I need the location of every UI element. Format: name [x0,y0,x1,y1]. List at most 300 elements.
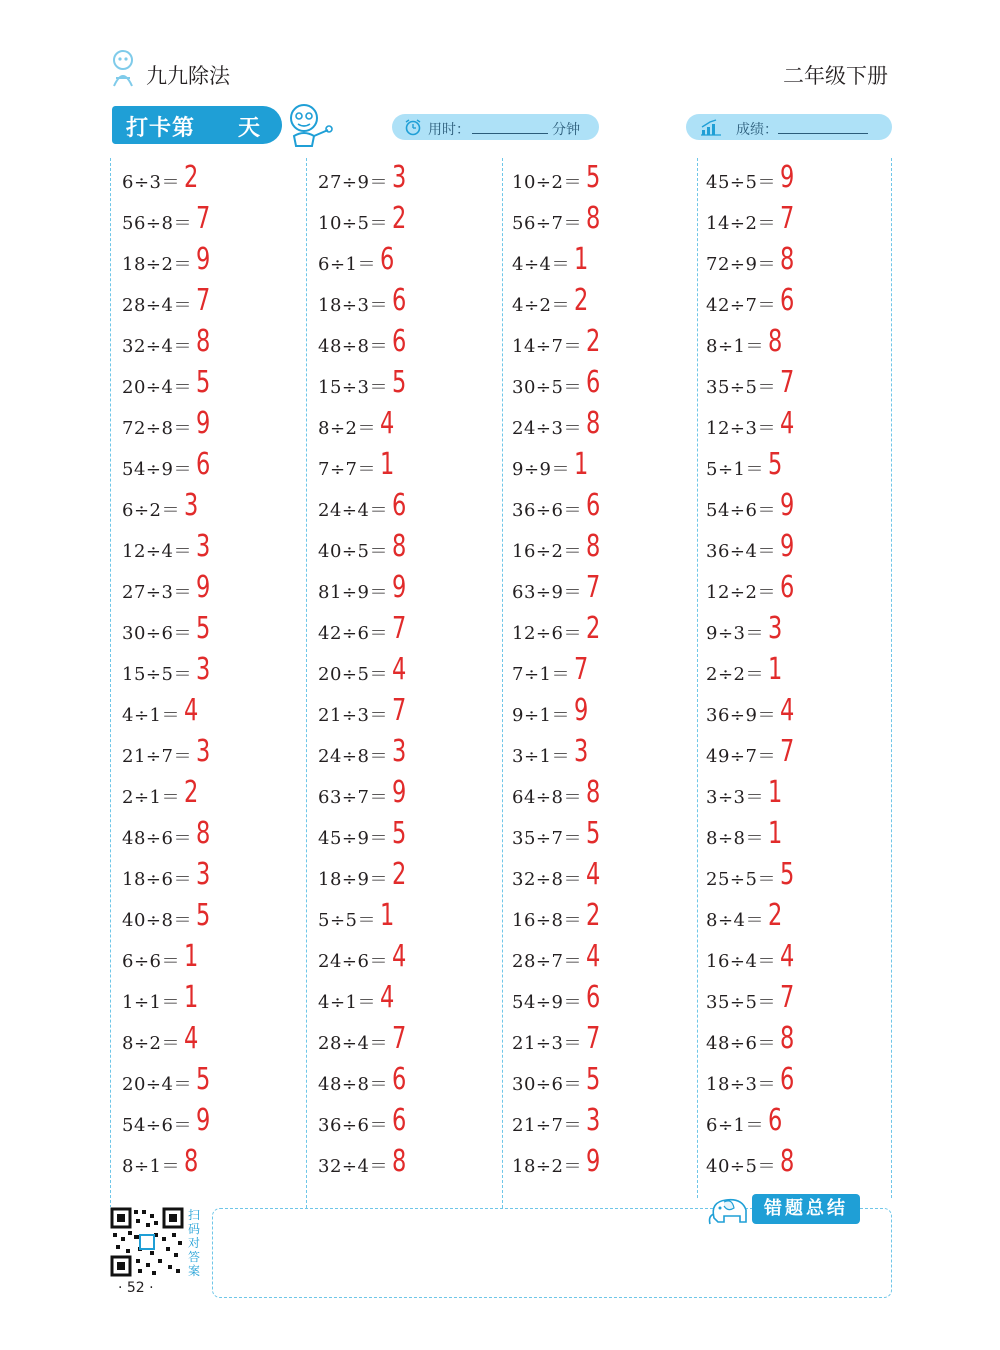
problem-row [508,201,698,242]
handwritten-answer[interactable]: 3 [586,1103,601,1138]
problem-row [314,816,504,857]
handwritten-answer[interactable]: 8 [184,1144,199,1179]
problem-expression: 54÷6＝ [706,500,776,521]
problem-row [118,734,308,775]
problem-row [118,488,308,529]
problem-row [118,980,308,1021]
problem-expression: 8÷8＝ [706,828,764,849]
handwritten-answer[interactable]: 7 [780,980,795,1015]
handwritten-answer[interactable]: 7 [574,652,589,687]
column-divider [110,158,111,1208]
problem-row [118,652,308,693]
problem-expression: 18÷2＝ [122,254,192,275]
problem-expression: 27÷9＝ [318,172,388,193]
problem-row [702,980,892,1021]
handwritten-answer[interactable]: 8 [392,1144,407,1179]
handwritten-answer[interactable]: 7 [392,1021,407,1056]
handwritten-answer[interactable]: 3 [196,857,211,892]
problem-expression: 8÷2＝ [122,1033,180,1054]
problem-expression: 30÷6＝ [512,1074,582,1095]
problem-row [118,1021,308,1062]
problem-expression: 4÷1＝ [122,705,180,726]
handwritten-answer[interactable]: 7 [586,570,601,605]
problem-row [702,898,892,939]
grade-label: 二年级下册 [783,64,888,88]
problem-expression: 20÷5＝ [318,664,388,685]
problem-expression: 56÷8＝ [122,213,192,234]
problem-row [702,242,892,283]
score-label: 成绩： [736,122,778,138]
time-label: 用时： [428,122,470,138]
problem-row [314,857,504,898]
problem-expression: 72÷9＝ [706,254,776,275]
problem-expression: 16÷8＝ [512,910,582,931]
time-blank[interactable] [472,133,548,134]
handwritten-answer[interactable]: 2 [586,898,601,933]
problem-expression: 18÷2＝ [512,1156,582,1177]
handwritten-answer[interactable]: 4 [780,939,795,974]
handwritten-answer[interactable]: 4 [392,652,407,687]
problem-row [314,1103,504,1144]
handwritten-answer[interactable]: 6 [586,980,601,1015]
problem-expression: 28÷4＝ [122,295,192,316]
handwritten-answer[interactable]: 6 [768,1103,783,1138]
problem-row [314,693,504,734]
handwritten-answer[interactable]: 6 [586,365,601,400]
handwritten-answer[interactable]: 3 [574,734,589,769]
score-field [686,114,892,140]
problem-expression: 9÷9＝ [512,459,570,480]
problem-expression: 56÷7＝ [512,213,582,234]
handwritten-answer[interactable]: 6 [392,324,407,359]
problem-expression: 1÷1＝ [122,992,180,1013]
problem-expression: 6÷3＝ [122,172,180,193]
handwritten-answer[interactable]: 6 [380,242,395,277]
problem-expression: 4÷1＝ [318,992,376,1013]
checkin-day-label: 天 [238,116,261,141]
problem-expression: 64÷8＝ [512,787,582,808]
handwritten-answer[interactable]: 2 [586,611,601,646]
problem-expression: 48÷6＝ [706,1033,776,1054]
handwritten-answer[interactable]: 8 [586,406,601,441]
handwritten-answer[interactable]: 1 [574,242,589,277]
handwritten-answer[interactable]: 4 [184,1021,199,1056]
handwritten-answer[interactable]: 6 [780,570,795,605]
problem-row [314,775,504,816]
problem-row [702,406,892,447]
problem-row [118,775,308,816]
handwritten-answer[interactable]: 2 [586,324,601,359]
problem-expression: 9÷3＝ [706,623,764,644]
problem-row [508,1103,698,1144]
handwritten-answer[interactable]: 1 [184,980,199,1015]
problem-expression: 32÷8＝ [512,869,582,890]
problem-row [508,324,698,365]
problem-expression: 14÷7＝ [512,336,582,357]
handwritten-answer[interactable]: 2 [392,857,407,892]
problem-expression: 18÷3＝ [706,1074,776,1095]
handwritten-answer[interactable]: 2 [574,283,589,318]
handwritten-answer[interactable]: 8 [586,775,601,810]
problem-row [508,242,698,283]
problem-expression: 7÷7＝ [318,459,376,480]
handwritten-answer[interactable]: 5 [586,816,601,851]
problem-expression: 8÷4＝ [706,910,764,931]
handwritten-answer[interactable]: 4 [380,980,395,1015]
handwritten-answer[interactable]: 5 [196,611,211,646]
problem-expression: 72÷8＝ [122,418,192,439]
robot-mascot-icon [280,100,334,148]
problem-row [508,775,698,816]
handwritten-answer[interactable]: 5 [392,365,407,400]
time-unit: 分钟 [552,122,580,138]
handwritten-answer[interactable]: 6 [392,1062,407,1097]
problem-expression: 5÷5＝ [318,910,376,931]
problem-row [508,652,698,693]
handwritten-answer[interactable]: 9 [196,1103,211,1138]
problem-expression: 5÷1＝ [706,459,764,480]
problem-expression: 36÷4＝ [706,541,776,562]
problem-row [118,1103,308,1144]
problem-row [118,1144,308,1185]
handwritten-answer[interactable]: 7 [392,693,407,728]
problem-row [508,529,698,570]
handwritten-answer[interactable]: 1 [574,447,589,482]
handwritten-answer[interactable]: 1 [380,898,395,933]
problem-expression: 18÷6＝ [122,869,192,890]
handwritten-answer[interactable]: 6 [780,283,795,318]
handwritten-answer[interactable]: 4 [780,693,795,728]
problem-row [314,939,504,980]
problem-expression: 14÷2＝ [706,213,776,234]
handwritten-answer[interactable]: 5 [768,447,783,482]
problem-expression: 35÷5＝ [706,377,776,398]
handwritten-answer[interactable]: 9 [392,775,407,810]
problem-row [118,283,308,324]
problem-row [314,201,504,242]
problem-row [314,611,504,652]
problem-expression: 10÷2＝ [512,172,582,193]
handwritten-answer[interactable]: 7 [196,201,211,236]
problem-row [314,406,504,447]
problem-expression: 21÷3＝ [512,1033,582,1054]
problem-row [314,488,504,529]
problem-expression: 21÷3＝ [318,705,388,726]
problem-column [508,160,698,1185]
problem-row [508,611,698,652]
problem-column [702,160,892,1185]
problem-row [314,1021,504,1062]
problem-row [702,693,892,734]
handwritten-answer[interactable]: 9 [196,242,211,277]
problem-expression: 45÷5＝ [706,172,776,193]
handwritten-answer[interactable]: 8 [780,242,795,277]
alarm-clock-icon [404,118,422,136]
handwritten-answer[interactable]: 2 [768,898,783,933]
handwritten-answer[interactable]: 9 [392,570,407,605]
problem-row [508,857,698,898]
handwritten-answer[interactable]: 5 [392,816,407,851]
problem-expression: 12÷4＝ [122,541,192,562]
problem-expression: 40÷5＝ [318,541,388,562]
problem-expression: 40÷8＝ [122,910,192,931]
problem-row [118,529,308,570]
problem-row [702,652,892,693]
problem-row [508,283,698,324]
handwritten-answer[interactable]: 8 [196,324,211,359]
handwritten-answer[interactable]: 7 [586,1021,601,1056]
problem-row [314,734,504,775]
page-number: · 52 · [118,1280,154,1296]
problem-expression: 27÷3＝ [122,582,192,603]
handwritten-answer[interactable]: 3 [196,734,211,769]
book-title: 九九除法 [146,64,230,88]
problem-expression: 24÷4＝ [318,500,388,521]
handwritten-answer[interactable]: 8 [780,1021,795,1056]
problem-expression: 32÷4＝ [122,336,192,357]
problem-expression: 81÷9＝ [318,582,388,603]
score-blank[interactable] [778,133,868,134]
problem-expression: 28÷7＝ [512,951,582,972]
problem-expression: 9÷1＝ [512,705,570,726]
handwritten-answer[interactable]: 7 [780,201,795,236]
handwritten-answer[interactable]: 8 [586,529,601,564]
handwritten-answer[interactable]: 3 [184,488,199,523]
problem-column [314,160,504,1185]
problem-expression: 7÷1＝ [512,664,570,685]
handwritten-answer[interactable]: 1 [184,939,199,974]
problem-row [702,488,892,529]
problem-expression: 15÷5＝ [122,664,192,685]
handwritten-answer[interactable]: 3 [196,529,211,564]
problem-row [508,898,698,939]
problem-row [702,570,892,611]
problem-expression: 24÷3＝ [512,418,582,439]
handwritten-answer[interactable]: 8 [392,529,407,564]
problem-row [702,857,892,898]
problem-row [314,324,504,365]
time-field [392,114,599,140]
problem-expression: 21÷7＝ [512,1115,582,1136]
problem-row [314,283,504,324]
problem-row [508,406,698,447]
problem-expression: 42÷6＝ [318,623,388,644]
problem-row [702,365,892,406]
problem-expression: 20÷4＝ [122,1074,192,1095]
problem-row [508,488,698,529]
problem-expression: 49÷7＝ [706,746,776,767]
problem-row [508,939,698,980]
handwritten-answer[interactable]: 3 [768,611,783,646]
handwritten-answer[interactable]: 4 [780,406,795,441]
handwritten-answer[interactable]: 9 [780,529,795,564]
problem-expression: 3÷3＝ [706,787,764,808]
mistake-summary-label: 错题总结 [752,1194,860,1224]
problem-row [118,857,308,898]
problem-expression: 36÷6＝ [318,1115,388,1136]
problem-expression: 30÷5＝ [512,377,582,398]
handwritten-answer[interactable]: 6 [586,488,601,523]
problem-row [118,242,308,283]
problem-column [118,160,308,1185]
problem-expression: 48÷8＝ [318,336,388,357]
handwritten-answer[interactable]: 4 [392,939,407,974]
problem-expression: 8÷1＝ [706,336,764,357]
problem-expression: 16÷4＝ [706,951,776,972]
problem-row [702,734,892,775]
handwritten-answer[interactable]: 3 [392,734,407,769]
problem-expression: 3÷1＝ [512,746,570,767]
problem-row [702,816,892,857]
handwritten-answer[interactable]: 9 [586,1144,601,1179]
handwritten-answer[interactable]: 2 [184,775,199,810]
problem-row [118,1062,308,1103]
problem-expression: 42÷7＝ [706,295,776,316]
problem-expression: 6÷1＝ [706,1115,764,1136]
handwritten-answer[interactable]: 1 [380,447,395,482]
problem-row [314,652,504,693]
problem-expression: 2÷1＝ [122,787,180,808]
problem-expression: 54÷9＝ [122,459,192,480]
handwritten-answer[interactable]: 5 [196,1062,211,1097]
problem-row [508,693,698,734]
problem-row [314,365,504,406]
problem-row [118,365,308,406]
problem-expression: 4÷2＝ [512,295,570,316]
problem-expression: 36÷9＝ [706,705,776,726]
problem-row [702,1103,892,1144]
problem-expression: 6÷2＝ [122,500,180,521]
problem-expression: 63÷7＝ [318,787,388,808]
problem-expression: 12÷6＝ [512,623,582,644]
problem-row [508,570,698,611]
scan-for-answers-label: 扫码对答案 [188,1208,201,1278]
handwritten-answer[interactable]: 1 [768,816,783,851]
handwritten-answer[interactable]: 9 [574,693,589,728]
problem-row [702,160,892,201]
handwritten-answer[interactable]: 7 [780,734,795,769]
problem-expression: 48÷8＝ [318,1074,388,1095]
problem-row [508,1062,698,1103]
problem-expression: 4÷4＝ [512,254,570,275]
problem-expression: 35÷7＝ [512,828,582,849]
problem-row [702,324,892,365]
mascot-icon [108,48,138,88]
handwritten-answer[interactable]: 5 [586,1062,601,1097]
problem-row [702,939,892,980]
handwritten-answer[interactable]: 5 [586,160,601,195]
handwritten-answer[interactable]: 8 [768,324,783,359]
handwritten-answer[interactable]: 9 [196,406,211,441]
handwritten-answer[interactable]: 6 [780,1062,795,1097]
handwritten-answer[interactable]: 4 [184,693,199,728]
problem-expression: 8÷2＝ [318,418,376,439]
growth-chart-icon [700,118,722,136]
problem-row [508,816,698,857]
problem-expression: 21÷7＝ [122,746,192,767]
problem-row [314,1144,504,1185]
problem-row [702,201,892,242]
problem-row [314,242,504,283]
handwritten-answer[interactable]: 1 [768,775,783,810]
problem-row [118,406,308,447]
problem-expression: 40÷5＝ [706,1156,776,1177]
problem-row [702,283,892,324]
handwritten-answer[interactable]: 5 [196,365,211,400]
problem-row [118,816,308,857]
problem-expression: 6÷1＝ [318,254,376,275]
handwritten-answer[interactable]: 1 [768,652,783,687]
handwritten-answer[interactable]: 5 [196,898,211,933]
problem-expression: 20÷4＝ [122,377,192,398]
problem-expression: 8÷1＝ [122,1156,180,1177]
problem-row [702,611,892,652]
problem-expression: 35÷5＝ [706,992,776,1013]
handwritten-answer[interactable]: 7 [780,365,795,400]
handwritten-answer[interactable]: 9 [196,570,211,605]
handwritten-answer[interactable]: 5 [780,857,795,892]
qr-code-icon[interactable] [110,1207,184,1277]
problem-row [702,1062,892,1103]
handwritten-answer[interactable]: 4 [586,857,601,892]
handwritten-answer[interactable]: 2 [392,201,407,236]
handwritten-answer[interactable]: 9 [780,160,795,195]
handwritten-answer[interactable]: 3 [392,160,407,195]
problem-expression: 36÷6＝ [512,500,582,521]
problem-row [508,365,698,406]
problem-expression: 63÷9＝ [512,582,582,603]
handwritten-answer[interactable]: 8 [196,816,211,851]
handwritten-answer[interactable]: 7 [196,283,211,318]
problem-expression: 10÷5＝ [318,213,388,234]
handwritten-answer[interactable]: 4 [380,406,395,441]
problem-row [508,1144,698,1185]
problem-row [702,1021,892,1062]
problem-row [118,324,308,365]
problem-row [702,1144,892,1185]
handwritten-answer[interactable]: 7 [392,611,407,646]
problem-row [118,693,308,734]
problem-expression: 18÷3＝ [318,295,388,316]
handwritten-answer[interactable]: 6 [392,488,407,523]
handwritten-answer[interactable]: 2 [184,160,199,195]
problem-row [118,611,308,652]
problem-expression: 24÷6＝ [318,951,388,972]
handwritten-answer[interactable]: 6 [196,447,211,482]
handwritten-answer[interactable]: 6 [392,283,407,318]
handwritten-answer[interactable]: 3 [196,652,211,687]
problem-expression: 45÷9＝ [318,828,388,849]
elephant-icon [706,1192,754,1226]
problem-row [702,775,892,816]
problem-row [118,898,308,939]
problem-expression: 12÷2＝ [706,582,776,603]
handwritten-answer[interactable]: 8 [586,201,601,236]
handwritten-answer[interactable]: 8 [780,1144,795,1179]
handwritten-answer[interactable]: 4 [586,939,601,974]
problem-expression: 12÷3＝ [706,418,776,439]
handwritten-answer[interactable]: 9 [780,488,795,523]
problem-expression: 16÷2＝ [512,541,582,562]
problem-row [508,160,698,201]
problem-row [314,1062,504,1103]
checkin-banner [112,106,282,144]
problem-row [508,734,698,775]
problem-expression: 25÷5＝ [706,869,776,890]
handwritten-answer[interactable]: 6 [392,1103,407,1138]
problem-expression: 48÷6＝ [122,828,192,849]
problem-expression: 15÷3＝ [318,377,388,398]
